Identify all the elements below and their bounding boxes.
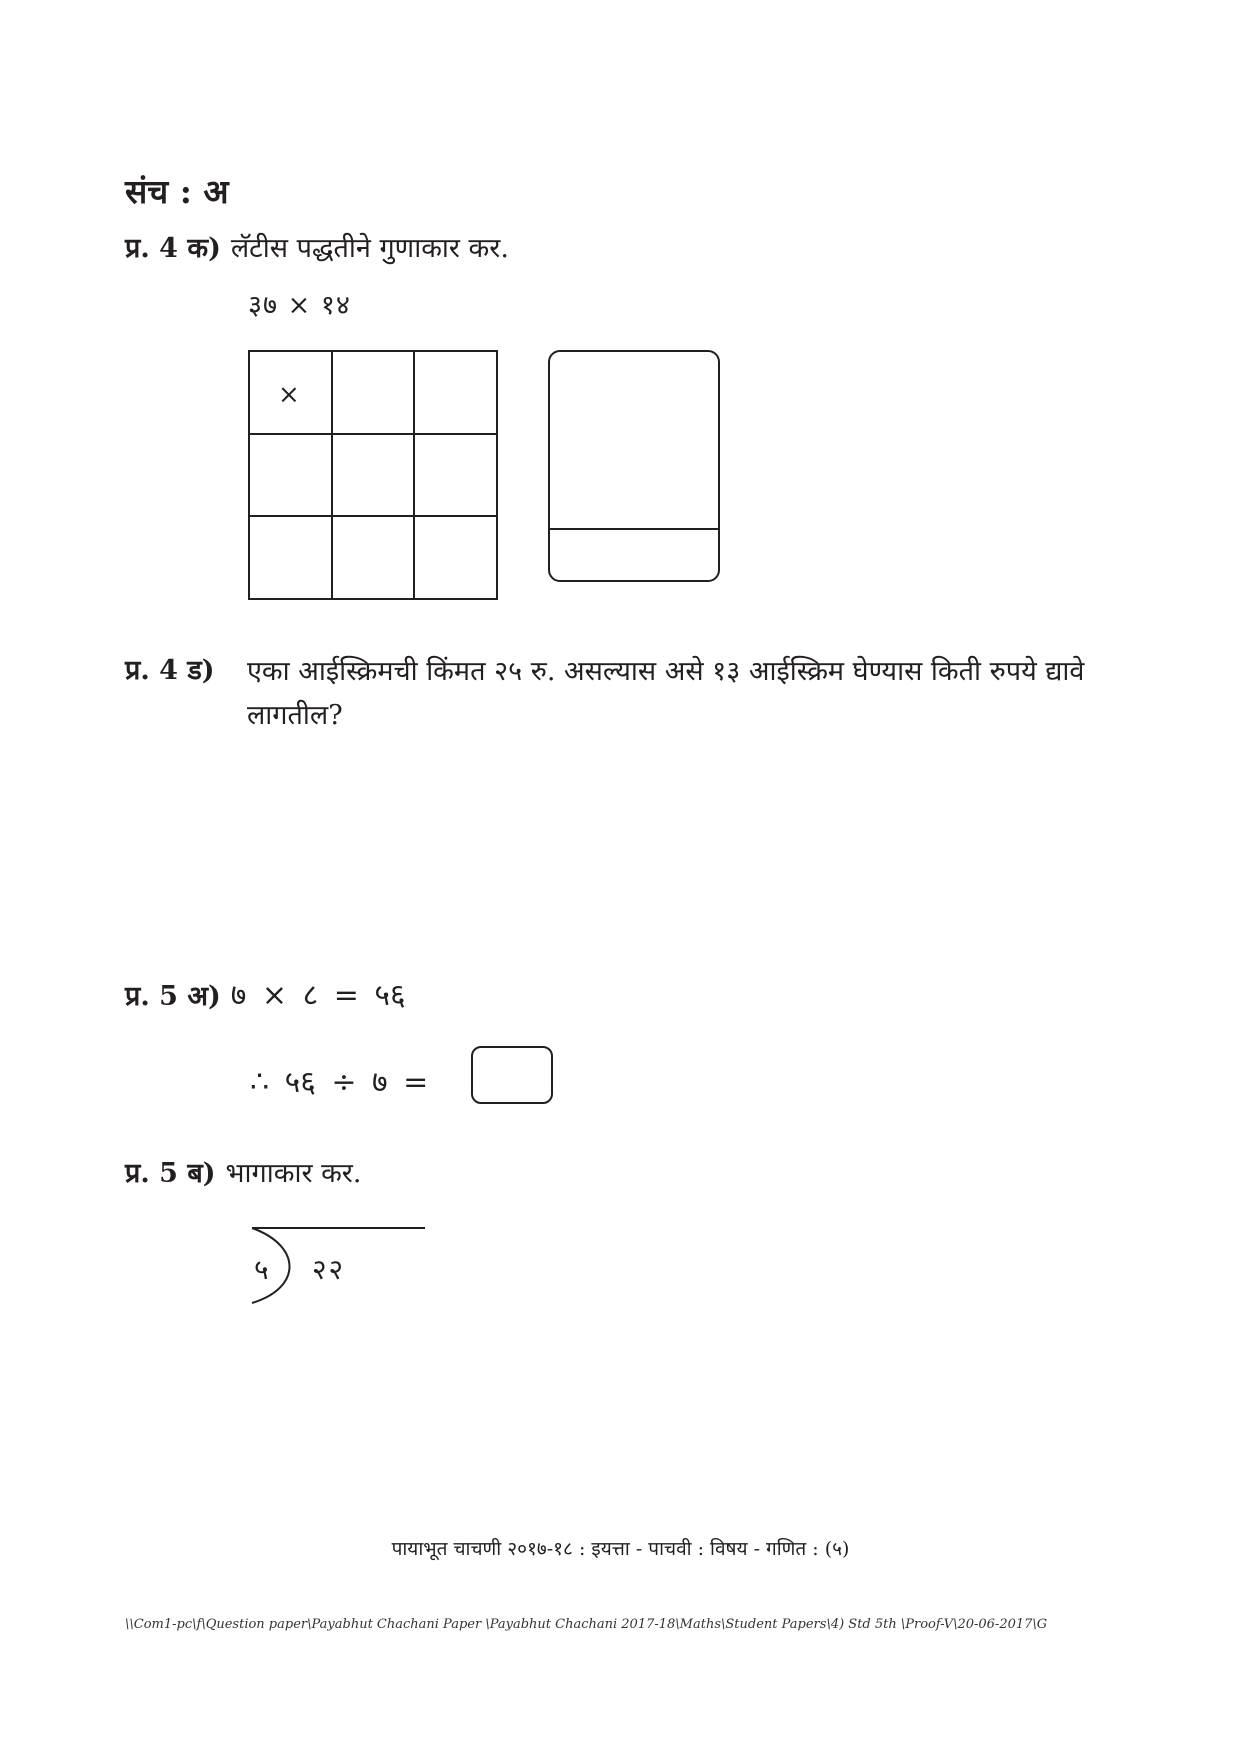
file-path: \\Com1-pc\f\Question paper\Payabhut Chachani Paper \Payabhut Chachani 2017-18\Maths\Student Papers\4) Std 5th \Proof-V\20-06-2017\G xyxy=(125,1617,1048,1632)
division-equation: ∴ ५६ ÷ ७ = xyxy=(250,1065,429,1100)
question-number: प्र. 5 अ) xyxy=(125,981,221,1012)
question-text: एका आईस्क्रिमची किंमत २५ रु. असल्यास असे १३ आईस्क्रिम घेण्यास किती रुपये द्यावे लागतील? xyxy=(247,656,1085,731)
equation: ७ × ८ = ५६ xyxy=(230,978,406,1013)
question-text: भागाकार कर. xyxy=(225,1158,362,1189)
question-number: प्र. 4 ड) xyxy=(125,655,215,686)
multiply-sign: × xyxy=(278,380,300,410)
question-5a xyxy=(125,973,406,1014)
question-4k xyxy=(125,228,509,265)
grid-line xyxy=(250,433,496,435)
grid-line xyxy=(250,515,496,517)
dividend: २२ xyxy=(312,1253,346,1286)
question-number: प्र. 4 क) xyxy=(125,233,221,264)
question-text: लॅटीस पद्धतीने गुणाकार कर. xyxy=(230,233,509,264)
page-footer: पायाभूत चाचणी २०१७-१८ : इयत्ता - पाचवी : विषय - गणित : (५) xyxy=(391,1538,850,1560)
question-number: प्र. 5 ब) xyxy=(125,1158,216,1189)
question-5b xyxy=(125,1153,361,1190)
divisor: ५ xyxy=(254,1253,269,1286)
grid-line xyxy=(413,352,415,598)
grid-line xyxy=(331,352,333,598)
multiplication-expression: ३७ × १४ xyxy=(248,290,351,321)
set-title: संच : अ xyxy=(125,172,229,211)
answer-blank-box xyxy=(471,1046,553,1104)
question-4d xyxy=(125,650,1115,738)
lattice-grid xyxy=(248,350,498,600)
answer-box xyxy=(548,350,720,582)
answer-box-divider xyxy=(550,528,718,530)
